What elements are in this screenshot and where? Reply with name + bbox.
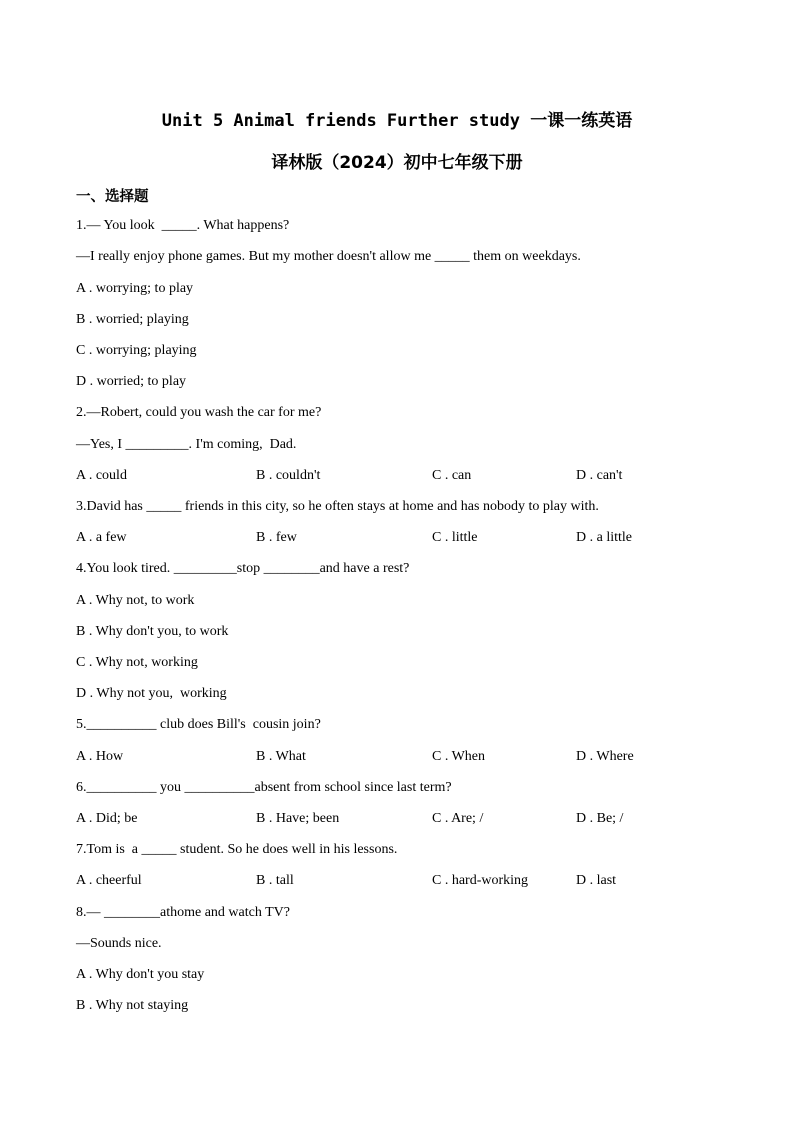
question-2-stem: 2.—Robert, could you wash the car for me? <box>76 405 322 420</box>
question-5-stem: 5.__________ club does Bill's cousin join? <box>76 717 321 732</box>
question-2-option-b: B . couldn't <box>256 468 321 483</box>
question-5-option-c: C . When <box>432 749 486 764</box>
question-7-option-b: B . tall <box>256 873 294 888</box>
question-6-stem: 6.__________ you __________absent from school since last term? <box>76 780 452 795</box>
question-4-option-c: C . Why not, working <box>76 655 198 670</box>
question-4-stem: 4.You look tired. _________stop ________and have a rest? <box>76 561 410 576</box>
question-7-option-c: C . hard-working <box>432 873 529 888</box>
question-1-option-d: D . worried; to play <box>76 374 187 389</box>
question-3-stem: 3.David has _____ friends in this city, so he often stays at home and has nobody to play with. <box>76 499 599 514</box>
question-5-option-d: D . Where <box>576 749 634 764</box>
question-6-option-b: B . Have; been <box>256 811 340 826</box>
question-7-stem: 7.Tom is a _____ student. So he does well in his lessons. <box>76 842 398 857</box>
document-subtitle: 译林版（2024）初中七年级下册 <box>271 153 523 173</box>
question-1-stem-2: —I really enjoy phone games. But my mother doesn't allow me _____ them on weekdays. <box>76 249 581 264</box>
question-4-option-d: D . Why not you, working <box>76 686 227 701</box>
document-title: Unit 5 Animal friends Further study 一课一练英语 <box>161 111 633 131</box>
question-7-option-d: D . last <box>576 873 617 888</box>
question-1-option-c: C . worrying; playing <box>76 343 197 358</box>
question-3-option-a: A . a few <box>76 530 127 545</box>
question-2-option-c: C . can <box>432 468 472 483</box>
question-6-option-d: D . Be; / <box>576 811 624 826</box>
question-6-option-c: C . Are; / <box>432 811 484 826</box>
question-1-stem: 1.— You look _____. What happens? <box>76 218 290 233</box>
question-8-option-a: A . Why don't you stay <box>76 967 205 982</box>
question-2-stem-2: —Yes, I _________. I'm coming, Dad. <box>76 437 297 452</box>
question-5-option-a: A . How <box>76 749 124 764</box>
question-2-option-a: A . could <box>76 468 127 483</box>
question-3-option-b: B . few <box>256 530 297 545</box>
question-1-option-a: A . worrying; to play <box>76 281 194 296</box>
section-heading: 一、选择题 <box>76 189 149 205</box>
question-3-option-c: C . little <box>432 530 478 545</box>
question-7-option-a: A . cheerful <box>76 873 142 888</box>
question-5-option-b: B . What <box>256 749 306 764</box>
question-3-option-d: D . a little <box>576 530 632 545</box>
question-6-option-a: A . Did; be <box>76 811 138 826</box>
question-1-option-b: B . worried; playing <box>76 312 189 327</box>
question-4-option-b: B . Why don't you, to work <box>76 624 229 639</box>
question-8-stem: 8.— ________athome and watch TV? <box>76 905 290 920</box>
question-4-option-a: A . Why not, to work <box>76 593 195 608</box>
question-8-stem-2: —Sounds nice. <box>76 936 162 951</box>
question-8-option-b: B . Why not staying <box>76 998 189 1013</box>
question-2-option-d: D . can't <box>576 468 623 483</box>
